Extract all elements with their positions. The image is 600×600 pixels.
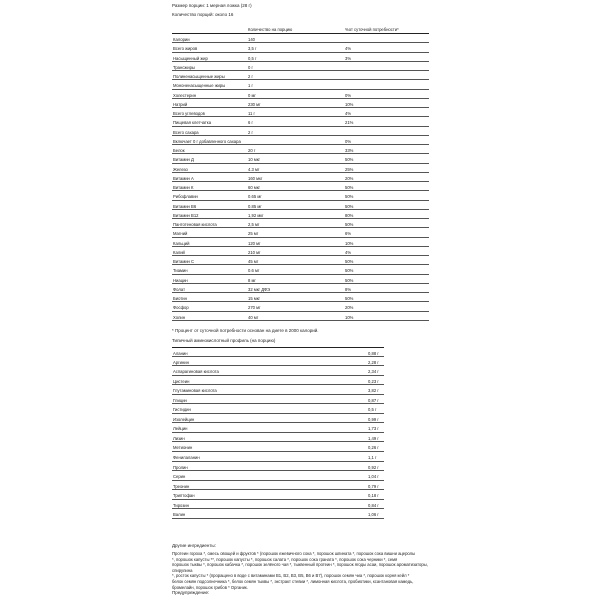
nutrient-amount: 0 г <box>248 64 254 70</box>
nutrient-name: Магний <box>173 231 188 237</box>
amino-row <box>172 462 384 472</box>
nutrient-dv: 21% <box>345 120 354 126</box>
nutrient-dv: 20% <box>345 305 354 311</box>
nutrient-amount: 10 мкг <box>248 157 261 163</box>
nutrient-name: Калории <box>173 37 190 42</box>
amino-row <box>172 404 384 414</box>
nutrient-name: Биотин <box>173 296 187 301</box>
col-dv-header: %от суточной потребности* <box>345 27 399 32</box>
nutrient-amount: 32 мкг ДФЭ <box>248 286 271 292</box>
amino-row <box>172 347 384 357</box>
ingredients-line: бромелайн, порошок грибов * Органик. <box>172 584 248 590</box>
amino-name: Лизин <box>173 435 185 441</box>
nutrient-amount: 40 мг <box>248 314 259 320</box>
nutrient-dv: 50% <box>345 222 354 227</box>
amino-table <box>172 347 384 519</box>
servings-count: Количество порций: около 16 <box>172 12 234 17</box>
nutrient-name: Витамин К <box>173 185 194 190</box>
amino-row <box>172 471 384 481</box>
nutrient-amount: 0.85 мг <box>248 203 262 209</box>
nutrition-row <box>172 164 429 173</box>
nutrition-row <box>172 53 429 62</box>
nutrition-row <box>172 62 429 71</box>
nutrient-dv: 0% <box>345 92 352 98</box>
nutrient-name: Всего жиров <box>173 46 198 52</box>
nutrient-amount: 160 мкг <box>248 175 263 181</box>
nutrition-table <box>172 24 429 321</box>
nutrition-row <box>172 312 429 321</box>
amino-value: 0,79 г <box>368 483 379 489</box>
amino-name: Аспарагиновая кислота <box>173 369 219 375</box>
nutrient-amount: 2 г <box>248 74 254 79</box>
nutrition-row <box>172 182 429 191</box>
amino-row <box>172 500 384 510</box>
nutrient-dv: 25% <box>345 166 354 172</box>
nutrient-name: Всего углеводов <box>173 111 205 116</box>
nutrition-row <box>172 108 429 117</box>
ingredients-line: порошок тыквы *, порошок кабачка *, порошок зелёного чая *, тыквенный протеин *, порошок ягоды асаи, порошок ароматизаторы, спирулина <box>172 562 428 573</box>
amino-row <box>172 490 384 500</box>
nutrient-dv: 50% <box>345 194 354 200</box>
nutrient-amount: 20 г <box>248 148 256 153</box>
amino-value: 1,73 г <box>368 426 379 432</box>
nutrition-row <box>172 173 429 182</box>
nutrient-amount: 2 г <box>248 129 254 135</box>
nutrient-dv: 10% <box>345 314 354 320</box>
amino-row <box>172 376 384 386</box>
nutrition-row <box>172 228 429 237</box>
amino-row <box>172 481 384 491</box>
amino-value: 0,92 г <box>368 464 379 470</box>
nutrient-name: Белок <box>173 148 185 153</box>
nutrient-name: Витамин Д <box>173 157 194 163</box>
nutrient-name: Включает 0 г добавленного сахара <box>173 138 241 144</box>
nutrition-row <box>172 71 429 80</box>
amino-name: Метионин <box>173 445 193 451</box>
nutrient-dv: 50% <box>345 268 354 274</box>
nutrient-name: Фосфор <box>173 305 189 311</box>
amino-name: Серин <box>173 474 186 480</box>
nutrition-header-row <box>172 24 429 34</box>
amino-row <box>172 395 384 405</box>
ingredients-line: *, порошок капусты **, порошок капусты *, порошок салата *, порошок сока граната *, порошок сока черники *, семя <box>172 556 398 562</box>
nutrient-amount: 4.3 мг <box>248 166 260 172</box>
nutrient-amount: 140 <box>248 37 255 42</box>
amino-name: Изолейцин <box>173 416 195 422</box>
ingredients-line: Протеин гороха *, смесь овощей и фруктов * (порошок ежевичного сока *, порошок шпината *, порошок сока вишни ацеролы <box>172 551 416 556</box>
amino-row <box>172 357 384 367</box>
nutrition-row <box>172 136 429 145</box>
amino-row <box>172 385 384 395</box>
nutrient-amount: 60 мкг <box>248 185 261 190</box>
nutrient-dv: 3% <box>345 55 352 61</box>
nutrition-row <box>172 99 429 108</box>
nutrient-name: Витамин А <box>173 175 194 181</box>
nutrition-row <box>172 154 429 163</box>
nutrient-name: Рибофлавин <box>173 194 198 200</box>
amino-name: Аргинин <box>173 359 189 365</box>
amino-value: 2,28 г <box>368 359 379 365</box>
nutrient-dv: 4% <box>345 46 352 52</box>
amino-value: 0,26 г <box>368 445 379 451</box>
amino-name: Аланин <box>173 351 188 356</box>
nutrition-row <box>172 219 429 228</box>
nutrient-name: Витамин В12 <box>173 212 199 218</box>
amino-row <box>172 509 384 519</box>
ingredients-title: Другие ингредиенты: <box>172 543 216 548</box>
nutrient-name: Всего сахара <box>173 129 199 135</box>
amino-row <box>172 423 384 433</box>
amino-value: 1,49 г <box>368 435 379 441</box>
nutrient-amount: 0.65 мг <box>248 194 262 200</box>
amino-name: Фенилаланин <box>173 455 200 461</box>
nutrient-amount: 8 мг <box>248 277 256 283</box>
amino-row <box>172 433 384 443</box>
amino-row <box>172 452 384 462</box>
amino-value: 0,84 г <box>368 502 379 508</box>
nutrient-dv: 50% <box>345 157 354 163</box>
nutrition-row <box>172 302 429 311</box>
amino-value: 1,04 г <box>368 474 379 480</box>
nutrient-amount: 0 мг <box>248 92 256 98</box>
amino-value: 0,88 г <box>368 351 379 356</box>
nutrient-name: Мононенасыщенные жиры <box>173 83 226 89</box>
nutrient-name: Насыщенный жир <box>173 55 208 61</box>
amino-name: Гистидин <box>173 407 191 413</box>
amino-value: 3,82 г <box>368 388 379 394</box>
nutrient-amount: 270 мг <box>248 305 261 311</box>
nutrient-name: Кальций <box>173 240 190 246</box>
nutrition-row <box>172 34 429 43</box>
nutrient-dv: 50% <box>345 277 354 283</box>
amino-value: 0,5 г <box>368 407 377 413</box>
nutrient-dv: 20% <box>345 175 354 181</box>
nutrient-name: Калий <box>173 249 185 255</box>
nutrient-name: Витамин С <box>173 259 195 264</box>
nutrient-name: Фолат <box>173 286 186 292</box>
nutrient-amount: 230 мг <box>248 101 261 107</box>
nutrient-dv: 33% <box>345 148 354 153</box>
nutrient-amount: 0,5 г <box>248 55 257 61</box>
col-amount-header: Количество на порцию <box>248 27 293 32</box>
nutrient-amount: 2,5 мг <box>248 222 260 227</box>
nutrient-amount: 3,5 г <box>248 46 257 52</box>
amino-row <box>172 414 384 424</box>
nutrient-amount: 6 г <box>248 120 254 126</box>
nutrient-dv: 8% <box>345 286 352 292</box>
amino-name: Цистеин <box>173 378 190 384</box>
amino-value: 2,34 г <box>368 369 379 375</box>
serving-size: Размер порции: 1 мерная ложка (28 г) <box>172 3 252 8</box>
nutrition-footnote: * Процент от суточной потребности основан на диете в 2000 калорий. <box>172 328 319 333</box>
amino-value: 0,87 г <box>368 397 379 403</box>
amino-name: Глутаминовая кислота <box>173 388 217 394</box>
amino-value: 0,18 г <box>368 493 379 499</box>
nutrition-row <box>172 117 429 126</box>
nutrient-dv: 50% <box>345 259 354 264</box>
nutrition-row <box>172 238 429 247</box>
nutrition-row <box>172 43 429 52</box>
nutrient-amount: 1,92 мкг <box>248 212 264 218</box>
nutrition-row <box>172 191 429 200</box>
nutrition-row <box>172 265 429 274</box>
ingredients-line: белок семян подсолнечника *, белок семян тыквы *, экстракт стевии *, лимонная кислота, пробиотики, ксантановая камедь, <box>172 578 414 584</box>
nutrient-dv: 10% <box>345 101 354 107</box>
nutrition-row <box>172 90 429 99</box>
nutrient-amount: 45 мг <box>248 259 259 264</box>
amino-name: Пролин <box>173 464 188 470</box>
nutrition-row <box>172 145 429 154</box>
nutrient-dv: 4% <box>345 111 352 116</box>
nutrient-dv: 6% <box>345 231 352 237</box>
nutrient-amount: 1 г <box>248 83 254 89</box>
nutrient-dv: 80% <box>345 212 354 218</box>
nutrient-amount: 25 мг <box>248 231 259 237</box>
amino-value: 0,99 г <box>368 416 379 422</box>
ingredients-line: *, росток капусты * (проращено в воде с витаминами B1, B2, B3, B5, B6 и B7), порошок семян чиа *, порошок корня кейл * <box>172 573 410 579</box>
amino-name: Глицин <box>173 397 187 403</box>
amino-value: 1,1 г <box>368 455 377 461</box>
nutrition-row <box>172 275 429 284</box>
nutrient-amount: 0.6 мг <box>248 268 260 274</box>
amino-name: Треонин <box>173 483 190 489</box>
nutrient-name: Холестерин <box>173 92 197 98</box>
nutrient-name: Витамин B6 <box>173 203 197 209</box>
nutrient-name: Натрий <box>173 101 188 107</box>
amino-name: Лейцин <box>173 426 188 432</box>
nutrient-dv: 50% <box>345 296 354 301</box>
nutrient-amount: 15 мкг <box>248 296 261 301</box>
nutrient-name: Пищевая клетчатка <box>173 120 212 126</box>
amino-value: 1,06 г <box>368 512 379 518</box>
amino-row <box>172 442 384 452</box>
amino-value: 0,23 г <box>368 378 379 384</box>
ingredients-text <box>172 551 434 590</box>
nutrient-dv: 50% <box>345 203 354 209</box>
nutrient-name: Пантотеновая кислота <box>173 222 217 227</box>
nutrient-dv: 10% <box>345 240 354 246</box>
amino-name: Триптофан <box>173 493 195 499</box>
nutrition-row <box>172 80 429 89</box>
amino-name: Валин <box>173 512 186 518</box>
nutrition-row <box>172 210 429 219</box>
nutrient-name: Трансжиры <box>173 64 195 70</box>
amino-title: Типичный аминокислотный профиль (на порцию) <box>172 338 276 343</box>
nutrient-dv: 4% <box>345 249 352 255</box>
nutrient-dv: 50% <box>345 185 354 190</box>
nutrition-row <box>172 201 429 210</box>
nutrient-name: Тиамин <box>173 268 188 274</box>
warning-title: Предупреждение: <box>172 590 210 595</box>
amino-row <box>172 366 384 376</box>
nutrition-row <box>172 256 429 265</box>
nutrient-amount: 11 г <box>248 111 256 116</box>
nutrient-amount: 120 мг <box>248 240 261 246</box>
amino-name: Тирозин <box>173 502 189 508</box>
nutrition-row <box>172 127 429 136</box>
nutrient-dv: 0% <box>345 138 352 144</box>
nutrient-name: Холин <box>173 314 186 320</box>
nutrient-amount: 210 мг <box>248 249 261 255</box>
nutrient-name: Железо <box>173 166 188 172</box>
nutrition-row <box>172 293 429 302</box>
nutrition-row <box>172 284 429 293</box>
nutrient-name: Ниацин <box>173 277 188 283</box>
nutrition-row <box>172 247 429 256</box>
nutrient-name: Полиненасыщенные жиры <box>173 74 225 79</box>
